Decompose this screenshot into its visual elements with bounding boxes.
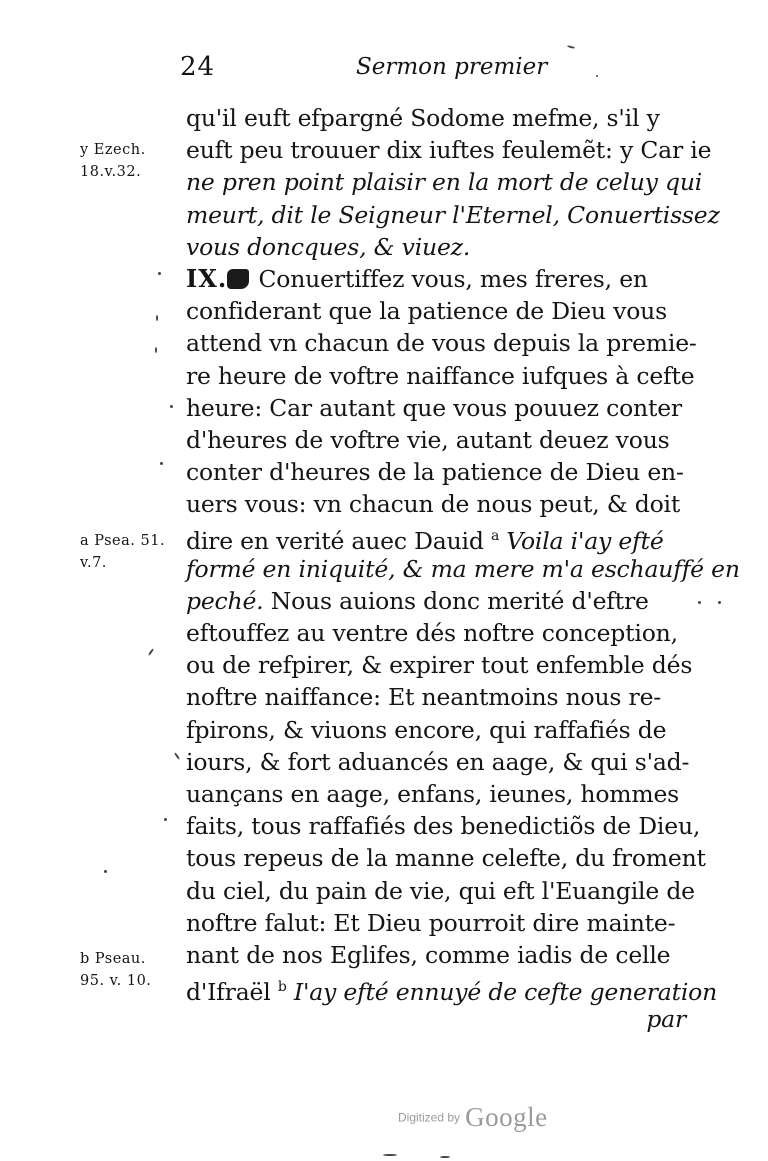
text-line: vous doncques, & viuez. xyxy=(186,232,471,261)
text-line: meurt, dit le Seigneur l'Eternel, Conuertissez xyxy=(186,200,720,229)
text-line: formé en iniquité, & ma mere m'a eschauffé en xyxy=(186,554,740,583)
text-line: iours, & fort aduancés en aage, & qui s'ad- xyxy=(186,747,690,776)
margin-note-line: 18.v.32. xyxy=(80,164,142,180)
page-number: 24 xyxy=(180,52,216,82)
scan-speck xyxy=(174,752,180,760)
reference-mark: a xyxy=(490,528,500,545)
text-line: euft peu trouuer dix iuftes feulemẽt: y Car ie xyxy=(186,136,712,165)
scan-speck xyxy=(156,315,158,321)
scan-speck xyxy=(440,1156,450,1158)
scan-speck xyxy=(718,601,721,604)
scan-speck xyxy=(698,601,701,604)
scan-speck xyxy=(170,405,173,408)
text-line: conter d'heures de la patience de Dieu en- xyxy=(186,458,684,487)
scan-speck xyxy=(567,45,575,49)
page-header xyxy=(180,52,690,86)
margin-note-psea xyxy=(80,530,165,574)
text-line: nant de nos Eglifes, comme iadis de celle xyxy=(186,940,671,969)
text-line: uers vous: vn chacun de nous peut, & doit xyxy=(186,490,681,519)
margin-note-line: 95. v. 10. xyxy=(80,973,152,989)
ink-blot xyxy=(227,269,249,289)
text-line xyxy=(186,971,718,1006)
text-line: eftouffez au ventre dés noftre conception, xyxy=(186,619,678,647)
text-line: fpirons, & viuons encore, qui raffafiés de xyxy=(186,715,667,744)
digitized-label: Digitized by xyxy=(398,1110,461,1125)
text-segment: Conuertiffez vous, mes freres, en xyxy=(258,264,648,293)
text-line: noftre falut: Et Dieu pourroit dire mainte- xyxy=(186,908,676,937)
text-line: noftre naiffance: Et neantmoins nous re- xyxy=(186,683,662,712)
text-segment-italic: Voila i'ay efté xyxy=(499,527,664,556)
text-line: heure: Car autant que vous pouuez conter xyxy=(186,393,682,422)
text-line: attend vn chacun de vous depuis la premie- xyxy=(186,329,697,358)
chapter-number: IX. xyxy=(186,263,228,293)
text-line xyxy=(186,263,686,295)
catchword: par xyxy=(646,1005,686,1034)
text-line: du ciel, du pain de vie, qui eft l'Euangile de xyxy=(186,876,695,905)
scan-speck xyxy=(155,347,157,353)
text-line: ou de refpirer, & expirer tout enfemble dés xyxy=(186,651,693,680)
scan-speck xyxy=(596,75,598,77)
text-segment: dire en verité auec Dauid xyxy=(186,527,491,556)
text-segment-italic: I'ay efté ennuyé de cefte generation xyxy=(286,977,718,1006)
sermon-text xyxy=(186,102,740,1035)
google-logo: Google xyxy=(465,1102,548,1132)
running-title: Sermon premier xyxy=(356,54,548,80)
text-line: re heure de voftre naiffance iufques à cefte xyxy=(186,361,695,390)
scan-speck xyxy=(148,648,154,656)
scan-speck xyxy=(160,462,163,465)
text-line: qu'il euft efpargné Sodome mefme, s'il y xyxy=(186,104,660,132)
margin-note-line: b Pseau. xyxy=(80,951,146,967)
margin-note-ezech xyxy=(80,139,146,183)
margin-note-line: v.7. xyxy=(80,555,107,571)
text-line xyxy=(186,585,686,617)
text-segment: d'Ifraël xyxy=(186,977,278,1006)
text-line: ne pren point plaisir en la mort de celuy qui xyxy=(186,168,703,197)
text-segment-italic: peché. xyxy=(186,586,264,615)
text-line: confiderant que la patience de Dieu vous xyxy=(186,297,667,326)
scan-speck xyxy=(383,1154,397,1156)
text-line: d'heures de voftre vie, autant deuez vous xyxy=(186,425,670,454)
text-line xyxy=(186,520,686,556)
margin-note-line: a Psea. 51. xyxy=(80,533,166,549)
text-line: faits, tous raffafiés des benedictiõs de Dieu, xyxy=(186,812,701,841)
scan-speck xyxy=(158,272,161,275)
text-line: tous repeus de la manne celefte, du froment xyxy=(186,844,706,873)
margin-note-line: y Ezech. xyxy=(80,142,146,158)
reference-mark: b xyxy=(277,979,287,996)
margin-note-pseau xyxy=(80,948,151,992)
text-segment: Nous auions donc merité d'eftre xyxy=(263,586,649,615)
digitized-by-footer xyxy=(398,1102,548,1138)
text-line: uançans en aage, enfans, ieunes, hommes xyxy=(186,779,680,808)
scan-speck xyxy=(104,870,107,873)
scan-speck xyxy=(164,818,167,821)
